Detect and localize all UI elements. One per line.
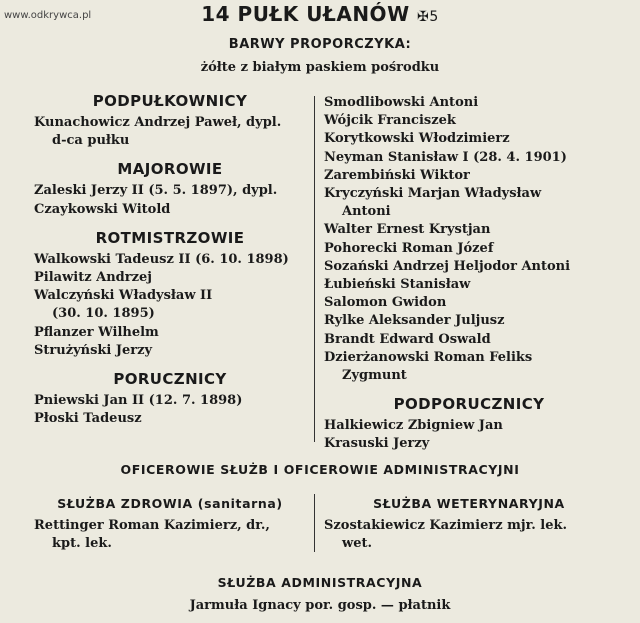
vet-service (324, 496, 614, 553)
vet-heading: SŁUŻBA WETERYNARYJNA (373, 496, 565, 511)
list-item: Pohorecki Roman Józef (324, 240, 494, 256)
list-item: Salomon Gwidon (324, 295, 447, 311)
title-text: 14 PUŁK UŁANÓW (201, 2, 410, 26)
list-item: Płoski Tadeusz (34, 411, 142, 427)
title-symbol: ✠5 (417, 9, 439, 25)
list-item: Krasuski Jerzy (324, 436, 430, 452)
list-item: Pniewski Jan II (12. 7. 1898) (34, 393, 243, 409)
services-heading: OFICEROWIE SŁUŻB I OFICEROWIE ADMINISTRACYJNI (120, 462, 520, 477)
list-item: Rylke Aleksander Juljusz (324, 313, 505, 329)
health-heading: SŁUŻBA ZDROWIA (sanitarna) (57, 496, 283, 511)
admin-line: Jarmuła Ignacy por. gosp. — płatnik (189, 598, 451, 613)
list-item: Sozański Andrzej Heljodor Antoni (324, 258, 571, 274)
list-item: (30. 10. 1895) (52, 306, 155, 322)
health-service (34, 496, 306, 553)
list-item: Antoni (342, 204, 391, 220)
list-item: Korytkowski Włodzimierz (324, 131, 510, 147)
list-item: Wójcik Franciszek (324, 113, 456, 129)
list-item: Brandt Edward Oswald (324, 331, 491, 347)
heading-rotmistrzowie: ROTMISTRZOWIE (95, 228, 245, 247)
list-item: Pflanzer Wilhelm (34, 324, 159, 340)
column-divider-bottom (314, 494, 315, 552)
list-item: Neyman Stanisław I (28. 4. 1901) (324, 149, 567, 165)
heading-majorowie: MAJOROWIE (117, 160, 223, 179)
list-item: Strużyński Jerzy (34, 342, 153, 358)
list-item: wet. (342, 536, 372, 552)
admin-heading: SŁUŻBA ADMINISTRACYJNA (217, 575, 423, 590)
list-item: Kryczyński Marjan Władysław (324, 186, 542, 202)
column-divider-top (314, 96, 315, 442)
list-item: kpt. lek. (52, 536, 112, 552)
left-column (34, 92, 306, 428)
heading-podporucznicy: PODPORUCZNICY (393, 395, 545, 414)
list-item: Walter Ernest Krystjan (324, 222, 491, 238)
list-item: Dzierżanowski Roman Feliks (324, 349, 533, 365)
list-item: Walczyński Władysław II (34, 288, 213, 304)
list-item: Smodlibowski Antoni (324, 95, 479, 110)
watermark: www.odkrywca.pl (4, 10, 92, 21)
colors-value: żółte z białym paskiem pośrodku (200, 60, 440, 75)
colors-heading: BARWY PROPORCZYKA: (228, 37, 412, 52)
list-item: Czaykowski Witold (34, 201, 171, 217)
heading-podpulkownicy: PODPUŁKOWNICY (92, 92, 248, 110)
list-item: Szostakiewicz Kazimierz mjr. lek. (324, 518, 568, 533)
list-item: Rettinger Roman Kazimierz, dr., (34, 518, 270, 533)
list-item: d-ca pułku (52, 133, 130, 149)
right-column (324, 94, 614, 454)
list-item: Walkowski Tadeusz II (6. 10. 1898) (34, 251, 289, 267)
list-item: Zarembiński Wiktor (324, 167, 470, 183)
list-item: Kunachowicz Andrzej Paweł, dypl. (34, 115, 282, 130)
page-title (0, 2, 640, 26)
list-item: Zaleski Jerzy II (5. 5. 1897), dypl. (34, 183, 278, 199)
list-item: Pilawitz Andrzej (34, 270, 152, 286)
heading-porucznicy: PORUCZNICY (113, 370, 227, 389)
list-item: Halkiewicz Zbigniew Jan (324, 418, 503, 434)
list-item: Łubieński Stanisław (324, 277, 471, 293)
list-item: Zygmunt (342, 368, 407, 384)
